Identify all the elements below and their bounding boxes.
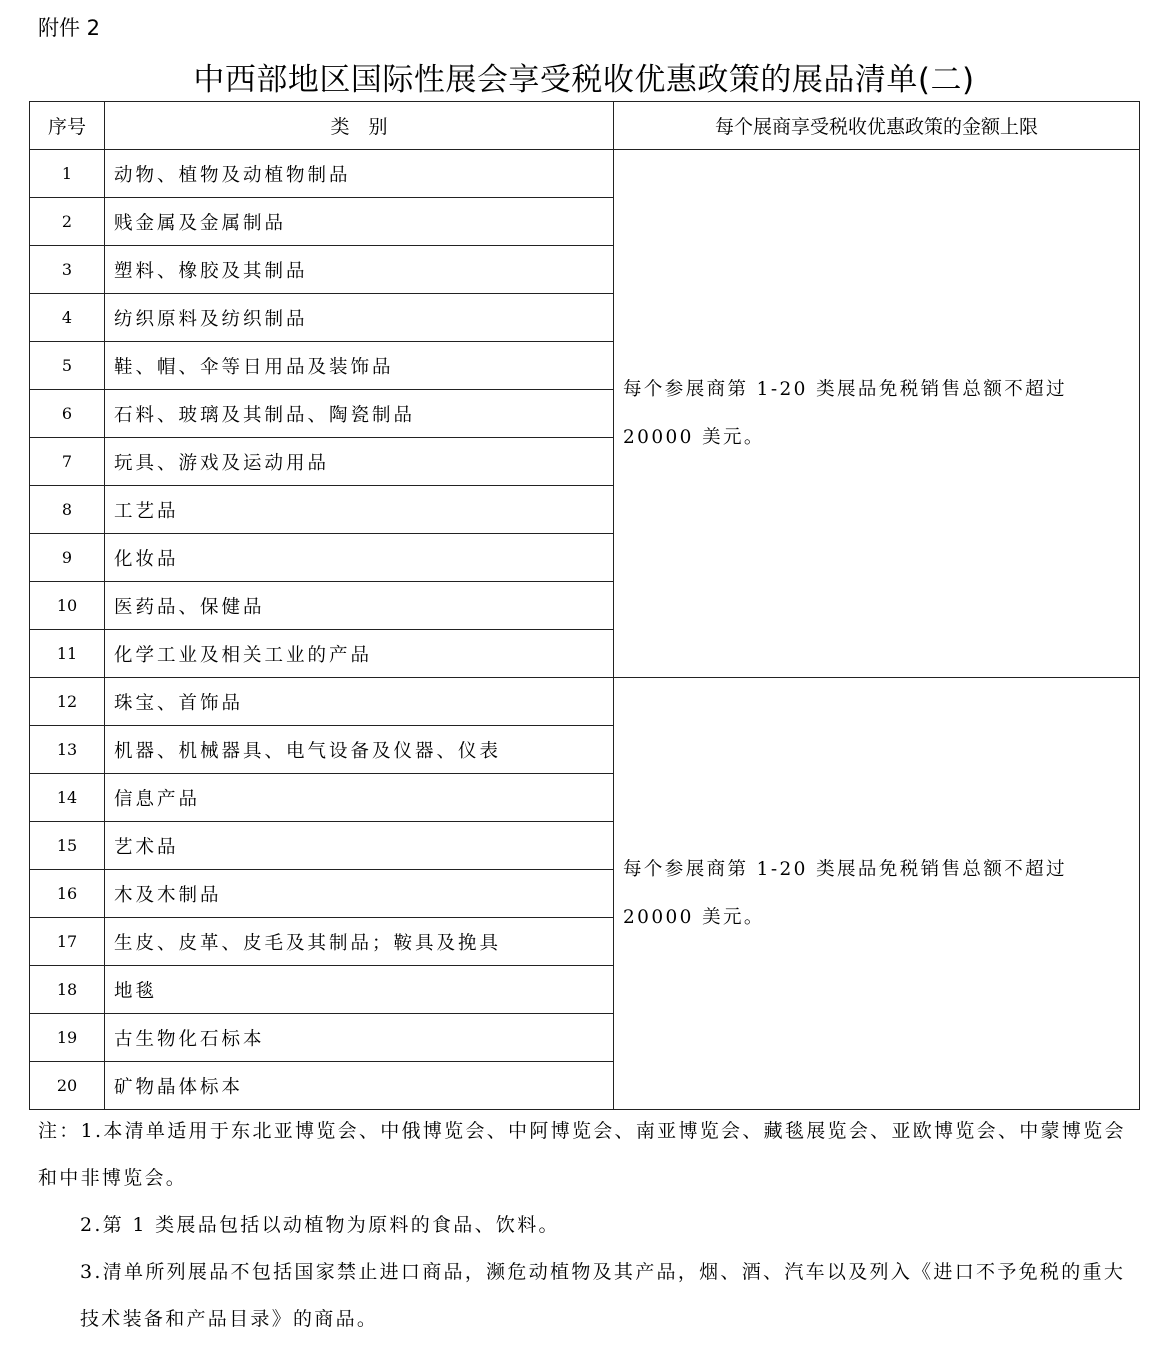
row-category: 工艺品 <box>105 486 614 534</box>
limit-cell: 每个参展商第 1-20 类展品免税销售总额不超过 20000 美元。 <box>614 150 1140 678</box>
notes <box>38 1108 1128 1343</box>
limit-cell: 每个参展商第 1-20 类展品免税销售总额不超过 20000 美元。 <box>614 678 1140 1110</box>
row-number: 15 <box>30 822 105 870</box>
note-1-text: 1.本清单适用于东北亚博览会、中俄博览会、中阿博览会、南亚博览会、藏毯展览会、亚欧博览会、中蒙博览会和中非博览会。 <box>38 1120 1126 1189</box>
table-row <box>30 678 1140 726</box>
notes-prefix: 注： <box>38 1120 81 1142</box>
row-number: 5 <box>30 342 105 390</box>
row-number: 18 <box>30 966 105 1014</box>
row-number: 13 <box>30 726 105 774</box>
row-category: 信息产品 <box>105 774 614 822</box>
row-category: 石料、玻璃及其制品、陶瓷制品 <box>105 390 614 438</box>
attachment-label: 附件 2 <box>38 16 101 40</box>
row-category: 医药品、保健品 <box>105 582 614 630</box>
row-number: 16 <box>30 870 105 918</box>
row-category: 鞋、帽、伞等日用品及装饰品 <box>105 342 614 390</box>
row-category: 艺术品 <box>105 822 614 870</box>
row-category: 珠宝、首饰品 <box>105 678 614 726</box>
note-3: 3.清单所列展品不包括国家禁止进口商品，濒危动植物及其产品，烟、酒、汽车以及列入《进口不予免税的重大技术装备和产品目录》的商品。 <box>80 1261 1126 1330</box>
row-number: 9 <box>30 534 105 582</box>
row-number: 2 <box>30 198 105 246</box>
row-number: 6 <box>30 390 105 438</box>
row-category: 古生物化石标本 <box>105 1014 614 1062</box>
row-category: 化学工业及相关工业的产品 <box>105 630 614 678</box>
row-category: 玩具、游戏及运动用品 <box>105 438 614 486</box>
header-no: 序号 <box>30 102 105 150</box>
row-number: 17 <box>30 918 105 966</box>
header-limit: 每个展商享受税收优惠政策的金额上限 <box>614 102 1140 150</box>
page-title: 中西部地区国际性展会享受税收优惠政策的展品清单(二) <box>193 62 975 98</box>
row-number: 10 <box>30 582 105 630</box>
table-header-row <box>30 102 1140 150</box>
row-number: 20 <box>30 1062 105 1110</box>
row-category: 化妆品 <box>105 534 614 582</box>
row-category: 地毯 <box>105 966 614 1014</box>
row-number: 1 <box>30 150 105 198</box>
row-number: 12 <box>30 678 105 726</box>
row-category: 纺织原料及纺织制品 <box>105 294 614 342</box>
row-category: 矿物晶体标本 <box>105 1062 614 1110</box>
table-row <box>30 150 1140 198</box>
row-number: 3 <box>30 246 105 294</box>
row-category: 生皮、皮革、皮毛及其制品；鞍具及挽具 <box>105 918 614 966</box>
header-category: 类 别 <box>105 102 614 150</box>
row-number: 4 <box>30 294 105 342</box>
row-category: 塑料、橡胶及其制品 <box>105 246 614 294</box>
note-2: 2.第 1 类展品包括以动植物为原料的食品、饮料。 <box>80 1214 560 1236</box>
row-number: 19 <box>30 1014 105 1062</box>
exhibit-table <box>29 101 1140 1110</box>
row-category: 贱金属及金属制品 <box>105 198 614 246</box>
row-category: 动物、植物及动植物制品 <box>105 150 614 198</box>
row-number: 7 <box>30 438 105 486</box>
row-number: 11 <box>30 630 105 678</box>
row-number: 14 <box>30 774 105 822</box>
row-category: 木及木制品 <box>105 870 614 918</box>
row-category: 机器、机械器具、电气设备及仪器、仪表 <box>105 726 614 774</box>
row-number: 8 <box>30 486 105 534</box>
note-1 <box>38 1108 1128 1202</box>
